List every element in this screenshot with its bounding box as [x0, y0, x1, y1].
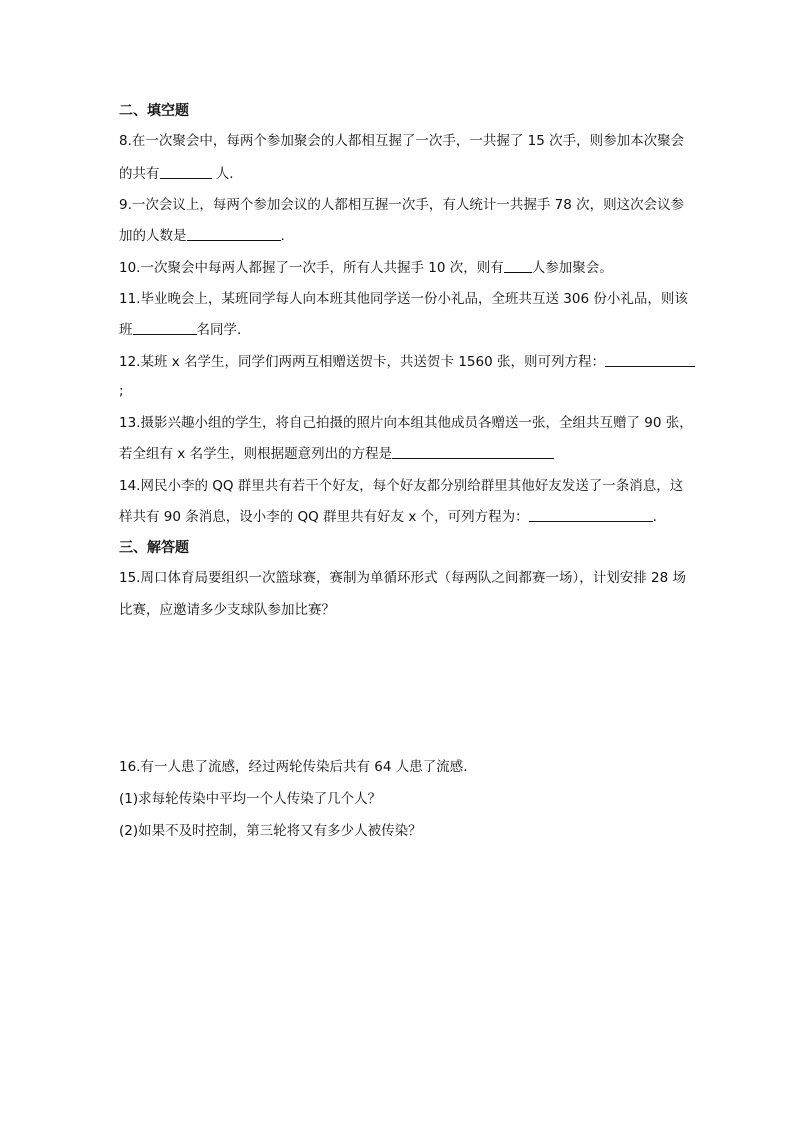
question-11-text-a: 班: [119, 322, 133, 338]
question-9-line-2: [119, 226, 285, 246]
question-10-text-b: 人参加聚会。: [531, 260, 613, 276]
question-16-part-2: (2)如果不及时控制，第三轮将又有多少人被传染？: [119, 823, 422, 839]
question-14-line-1: 14.网民小李的 QQ 群里共有若干个好友，每个好友都分别给群里其他好友发送了一条消息，这: [119, 478, 684, 494]
question-15-line-2: 比赛，应邀请多少支球队参加比赛？: [119, 602, 335, 618]
question-8-line-1: 8.在一次聚会中，每两个参加聚会的人都相互握了一次手，一共握了 15 次手，则参加本次聚会: [119, 133, 685, 149]
question-12-line-1: [119, 352, 695, 372]
question-11-text-b: 名同学.: [196, 322, 242, 338]
question-8-text-a: 的共有: [119, 166, 160, 182]
question-13-text: 若全组有 x 名学生，则根据题意列出的方程是: [119, 446, 393, 462]
question-9-text-b: .: [280, 228, 285, 244]
question-14-text-a: 样共有 90 条消息，设小李的 QQ 群里共有好友 x 个，可列方程为：: [119, 509, 529, 525]
question-16-part-1: (1)求每轮传染中平均一个人传染了几个人？: [119, 791, 382, 807]
question-14-text-b: .: [652, 509, 657, 525]
question-14-line-2: [119, 507, 657, 527]
answer-blank-13: [392, 444, 554, 459]
question-10-text-a: 10.一次聚会中每两人都握了一次手，所有人共握手 10 次，则有: [119, 260, 504, 276]
question-9-line-1: 9.一次会议上，每两个参加会议的人都相互握一次手，有人统计一共握手 78 次，则这次会议参: [119, 197, 685, 213]
question-12-line-2: ;: [119, 383, 124, 399]
answer-blank-14: [529, 507, 653, 522]
question-15-line-1: 15.周口体育局要组织一次篮球赛，赛制为单循环形式（每两队之间都赛一场），计划安排 28 场: [119, 570, 686, 586]
question-13-line-2: [119, 444, 554, 464]
question-16-line-1: 16.有一人患了流感，经过两轮传染后共有 64 人患了流感.: [119, 759, 468, 775]
answer-blank-9: [187, 226, 281, 241]
answer-blank-8: [160, 164, 212, 179]
question-8-text-b: 人.: [211, 166, 234, 182]
question-11-line-1: 11.毕业晚会上，某班同学每人向本班其他同学送一份小礼品，全班共互送 306 份小礼品，则该: [119, 291, 688, 307]
question-13-line-1: 13.摄影兴趣小组的学生，将自己拍摄的照片向本组其他成员各赠送一张，全组共互赠了 90 张，: [119, 415, 693, 431]
section-heading-fill-in: 二、填空题: [119, 103, 189, 119]
question-11-line-2: [119, 320, 241, 340]
section-heading-answer: 三、解答题: [119, 540, 189, 556]
question-12-text: 12.某班 x 名学生，同学们两两互相赠送贺卡，共送贺卡 1560 张，则可列方程：: [119, 354, 605, 370]
question-9-text-a: 加的人数是: [119, 228, 187, 244]
answer-blank-12: [605, 352, 695, 367]
answer-blank-11: [133, 320, 197, 335]
question-10: [119, 258, 613, 278]
answer-blank-10: [504, 258, 532, 273]
question-8-line-2: [119, 164, 234, 184]
